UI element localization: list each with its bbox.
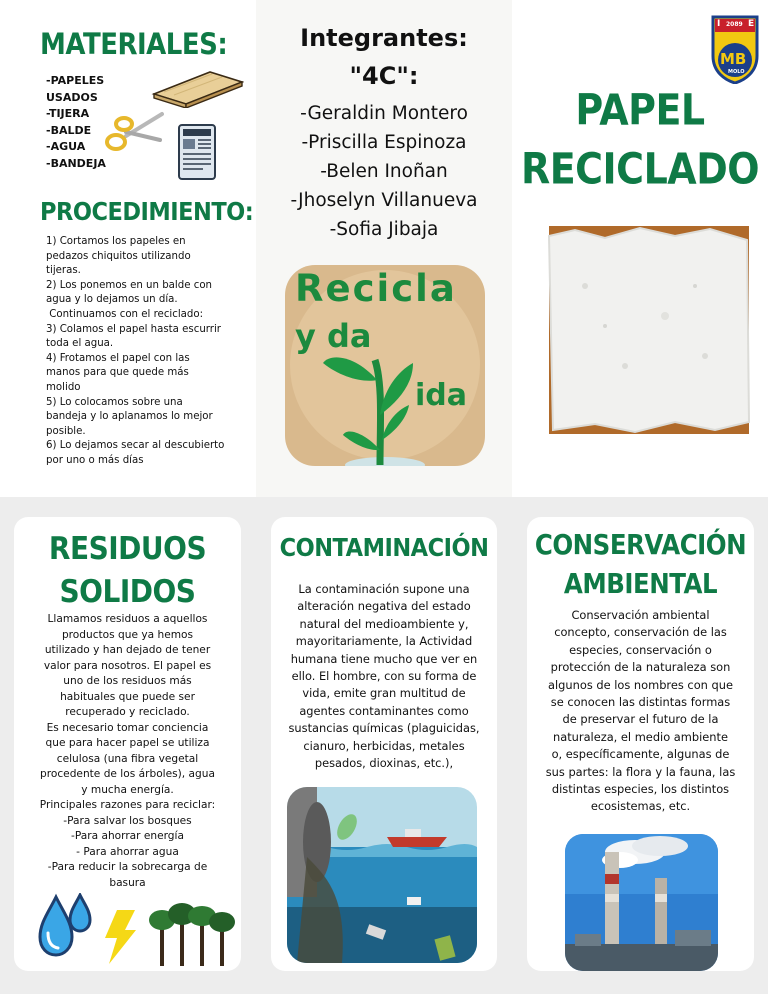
text-line: -Para ahorrar energía: [71, 830, 184, 842]
tray-icon: [150, 70, 244, 108]
text-line: ecosistemas, etc.: [590, 799, 691, 814]
procedure-line: agua y lo dejamos un día.: [46, 294, 178, 306]
text-line: valor para nosotros. El papel es: [43, 659, 212, 672]
factory-chimneys-illustration: [565, 834, 718, 971]
procedure-line: 2) Los ponemos en un balde con: [46, 279, 213, 291]
scissors-icon: [104, 110, 164, 154]
residuos-title-line1: RESIDUOS: [48, 530, 207, 567]
material-item: -BALDE: [46, 123, 92, 137]
text-line: La contaminación supone una: [298, 582, 470, 596]
logo-right-char: E: [748, 19, 755, 29]
material-item: USADOS: [46, 90, 98, 104]
materiales-title: MATERIALES:: [40, 28, 228, 62]
procedimiento-title: PROCEDIMIENTO:: [40, 197, 254, 227]
procedure-line: posible.: [46, 425, 86, 437]
material-item: -AGUA: [46, 140, 86, 153]
text-line: o, específicamente, algunas de: [551, 747, 730, 762]
member-name: -Belen Inoñan: [320, 161, 448, 182]
text-line: y mucha energía.: [81, 783, 174, 796]
material-item: -BANDEJA: [46, 156, 106, 170]
conservacion-text: [527, 607, 754, 816]
logo-year: 2089: [726, 21, 743, 28]
water-drops-icon: [34, 893, 94, 959]
text-line: naturaleza, el medio ambiente: [553, 729, 728, 744]
procedure-line: por uno o más días: [46, 454, 144, 466]
smokestacks-image: [565, 834, 718, 971]
text-line: - Para ahorrar agua: [76, 845, 179, 858]
text-line: recuperado y reciclado.: [65, 706, 190, 718]
recycled-paper-image: [545, 226, 751, 436]
text-line: mayoritariamente, la Actividad: [295, 634, 473, 649]
text-line: especies, conservación o: [569, 642, 712, 657]
member-name: -Priscilla Espinoza: [301, 132, 467, 153]
contaminacion-text: [271, 581, 497, 772]
forest-icon: [148, 900, 238, 966]
procedure-line: 5) Lo colocamos sobre una: [46, 396, 183, 408]
text-line: algunos de los nombres con que: [548, 677, 733, 692]
text-line: ello. El hombre, con su forma de: [291, 669, 477, 684]
material-item: -TIJERA: [46, 107, 90, 120]
procedure-line: bandeja y lo aplanamos lo mejor: [46, 411, 213, 423]
text-line: natural del medioambiente y,: [299, 616, 469, 631]
procedure-line: Continuamos con el reciclado:: [46, 308, 204, 320]
residuos-text: [14, 612, 241, 891]
logo-initials: MB: [720, 50, 747, 68]
text-line: vida, emite gran multitud de: [302, 686, 466, 701]
text-line: sus partes: la flora y la fauna, las: [545, 764, 736, 779]
material-item: -PAPELES: [46, 74, 105, 87]
text-line: distintas especies, los distintos: [551, 782, 730, 797]
text-line: -Para salvar los bosques: [63, 814, 192, 827]
members-panel: [256, 0, 512, 497]
member-name: -Sofia Jibaja: [329, 219, 439, 240]
text-line: uno de los residuos más: [63, 675, 192, 687]
school-logo: [710, 14, 760, 84]
procedure-line: 3) Colamos el papel hasta escurrir: [46, 323, 221, 335]
residuos-card: [14, 517, 241, 971]
procedure-line: pedazos chiquitos utilizando: [46, 250, 191, 262]
integrantes-title: Integrantes:: [300, 24, 468, 52]
text-line: Llamamos residuos a aquellos: [47, 613, 208, 625]
member-name: -Geraldin Montero: [300, 103, 468, 124]
slogan-line2: y da: [295, 317, 372, 355]
text-line: concepto, conservación de las: [554, 625, 727, 640]
text-line: de preservar el futuro de la: [562, 712, 719, 727]
text-line: Principales razones para reciclar:: [39, 799, 216, 811]
text-line: protección de la naturaleza son: [550, 660, 731, 675]
procedure-line: tijeras.: [46, 265, 81, 277]
recycle-slogan-image: [285, 265, 485, 466]
text-line: productos que ya hemos: [61, 628, 194, 641]
members-list: [256, 99, 512, 244]
slogan-line3: ida: [415, 378, 468, 413]
conservacion-card: [527, 517, 754, 971]
procedure-line: 6) Lo dejamos secar al descubierto: [46, 440, 225, 452]
materials-panel: [0, 0, 256, 497]
text-line: utilizado y han dejado de tener: [44, 644, 211, 656]
logo-left-char: I: [717, 19, 721, 29]
residuos-title-line2: SOLIDOS: [59, 573, 196, 610]
procedure-line: 4) Frotamos el papel con las: [46, 352, 190, 364]
text-line: sustancias químicas (plaguicidas,: [288, 721, 480, 736]
conservacion-title-line1: CONSERVACIÓN: [534, 528, 747, 561]
slogan-line1: Recicla: [295, 267, 457, 310]
text-line: celulosa (una fibra vegetal: [56, 752, 199, 765]
text-line: Es necesario tomar conciencia: [46, 721, 209, 734]
text-line: pesados, dioxinas, etc.),: [314, 756, 454, 771]
procedure-line: 1) Cortamos los papeles en: [46, 236, 186, 247]
procedure-line: toda el agua.: [46, 338, 114, 350]
group-code: "4C":: [349, 62, 419, 90]
text-line: se conocen las distintas formas: [550, 695, 731, 710]
pollution-image: [287, 787, 477, 963]
text-line: agentes contaminantes como: [299, 703, 469, 718]
text-line: cianuro, herbicidas, metales: [303, 738, 465, 753]
text-line: que para hacer papel se utiliza: [45, 737, 210, 749]
procedure-line: molido: [46, 381, 81, 393]
text-line: -Para reducir la sobrecarga de: [47, 861, 208, 873]
text-line: habituales que puede ser: [60, 690, 195, 703]
newspaper-icon: [178, 124, 216, 180]
member-name: -Jhoselyn Villanueva: [290, 190, 478, 211]
text-line: Conservación ambiental: [571, 608, 710, 622]
logo-sub: MOLO: [728, 69, 745, 75]
main-title-line1: PAPEL: [575, 85, 705, 135]
contaminacion-card: [271, 517, 497, 971]
title-panel: [512, 0, 768, 497]
procedure-text: [46, 235, 254, 469]
text-line: basura: [109, 876, 146, 889]
conservacion-title-line2: AMBIENTAL: [563, 567, 718, 600]
text-line: procedente de los árboles), agua: [40, 768, 215, 780]
procedure-line: manos para que quede más: [46, 367, 189, 379]
text-line: alteración negativa del estado: [297, 599, 471, 614]
lightning-icon: [103, 910, 137, 964]
contaminacion-title: CONTAMINACIÓN: [279, 533, 489, 563]
polluted-ocean-illustration: [287, 787, 477, 963]
text-line: humana tiene mucho que ver en: [290, 651, 478, 666]
main-title-line2: RECICLADO: [520, 144, 760, 194]
